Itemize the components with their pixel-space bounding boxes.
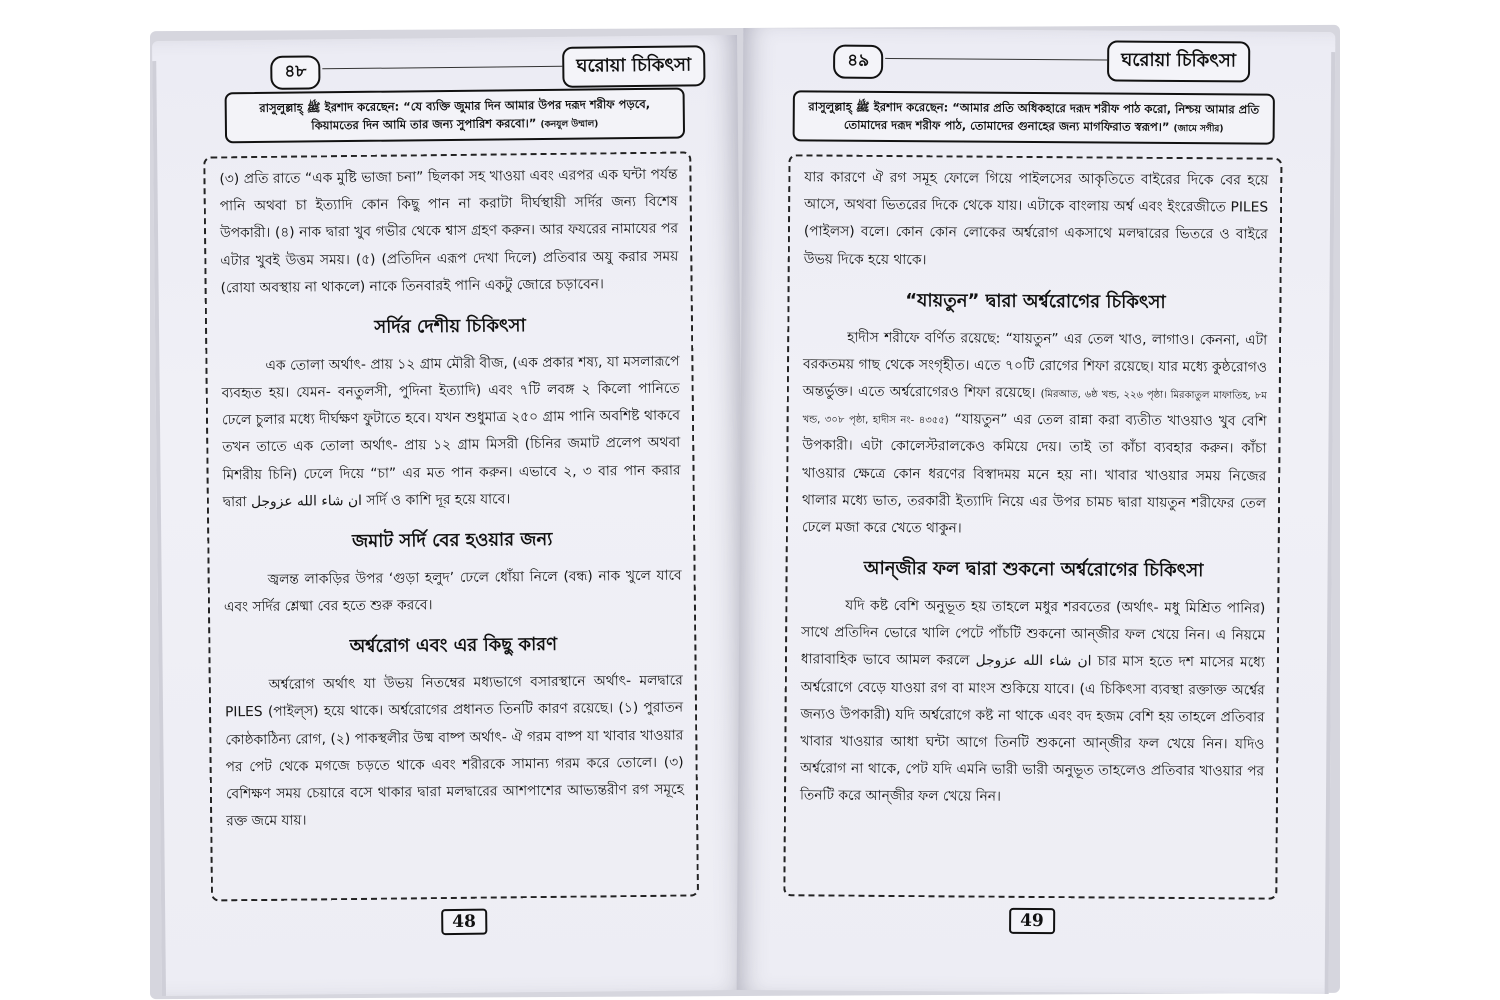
left-paragraph-1: (৩) প্রতি রাতে “এক মুষ্টি ভাজা চনা” ছিলকা সহ খাওয়া এবং এরপর এক ঘন্টা পর্যন্ত পানি অথবা চা ইত্যাদি কোন কিছু পান না করাটা দীর্ঘস্থায়ী সর্দির জন্য বিশেষ উপকারী। (৪) নাক দ্বারা খুব গভীর থেকে শ্বাস গ্রহণ করুন। আর ফযরের নামাযের পর এটার খুবই উত্তম সময়। (৫) (প্রতিদিন এরূপ দেখা দিলে) প্রতিবার অযু করার সময় (রোযা অবস্থায় না থাকলে) নাকে তিনবারই পানি একটু জোরে চড়াবেন।	[219, 166, 679, 297]
left-paragraph-3: জ্বলন্ত লাকড়ির উপর ‘গুড়া হলুদ’ ঢেলে ধোঁয়া নিলে (বন্ধ) নাক খুলে যাবে এবং সর্দির শ্লেষ্মা বের হতে শুরু করবে।	[223, 567, 682, 616]
right-paragraph-2-text: হাদীস শরীফে বর্ণিত রয়েছে: “যায়তুন” এর তেল খাও, লাগাও। কেননা, এটা বরকতময় গাছ থেকে সংগৃহীত। এতে ৭০টি রোগের শিফা রয়েছে। যার মধ্যে কুষ্ঠরোগও অন্তর্ভুক্ত। এতে অর্শ্বরোগেরও শিফা রয়েছে।	[802, 329, 1268, 402]
right-header-page-number: ৪৯	[833, 45, 883, 79]
right-paragraph-3: যদি কষ্ট বেশি অনুভূত হয় তাহলে মধুর শরবতের (অর্থাৎ- মধু মিশ্রিত পানির) সাথে প্রতিদিন ভোরে খালি পেটে পাঁচটি শুকনো আন্‌জীর ফল খেয়ে নিন। এ নিয়মে ধারাবাহিক ভাবে আমল করলে ان شاء الله عزوجل চার মাস হতে দশ মাসের মধ্যে অর্শ্বরোগে বেড়ে যাওয়া রগ বা মাংস শুকিয়ে যাবে। (এ চিকিৎসা ব্যবস্থা রক্তাক্ত অর্শ্বের জন্যও উপকারী) যদি অর্শ্বরোগে কষ্ট না থাকে এবং বদ হজম বেশি হয় তাহলে প্রতিবার খাবার খাওয়ার আধা ঘন্টা আগে তিনটি শুকনো আন্‌জীর ফল খেয়ে নিন। যদিও অর্শ্বরোগ না থাকে, পেট যদি এমনি ভারী ভারী অনুভূত তাহলেও প্রতিবার খাওয়ার পর তিনটি করে আন্‌জীর ফল খেয়ে নিন।	[799, 597, 1266, 806]
left-hadith-source: (কনযুল উম্মাল)	[540, 119, 599, 131]
left-header-title: ঘরোয়া চিকিৎসা	[562, 45, 705, 87]
right-page	[737, 28, 1336, 994]
left-header-page-number: ৪৮	[270, 55, 320, 90]
right-hadith-text: রাসুলুল্লাহ্ ﷺ ইরশাদ করেছেন: “আমার প্রতি অধিকহারে দরূদ শরীফ পাঠ করো, নিশ্চয় আমার প্রতি তোমাদের দরূদ শরীফ পাঠ, তোমাদের গুনাহের জন্য মাগফিরাত স্বরূপ।”	[808, 99, 1260, 135]
left-paragraph-4: অর্শ্বরোগ অর্থাৎ যা উভয় নিতম্বের মধ্যভাগে বসারস্থানে অর্থাৎ- মলদ্বারে PILES (পাইল্স) হয়ে থাকে। অর্শ্বরোগের প্রধানত তিনটি কারণ রয়েছে। (১) পুরাতন কোষ্ঠকাঠিন্য রোগ, (২) পাকস্থলীর উষ্ম বাষ্প অর্থাৎ- ঐ গরম বাষ্প যা খাবার খাওয়ার পর পেট থেকে মগজে চড়তে থাকে এবং শরীরকে সামান্য গরম করে তোলে। (৩) বেশিক্ষণ সময় চেয়ারে বসে থাকার দ্বারা মলদ্বারের আশপাশের আভ্যন্তরীণ রগ সমূহে রক্ত জমে যায়।	[224, 672, 684, 830]
right-heading-1: “যায়তুন” দ্বারা অর্শ্বরোগের চিকিৎসা	[905, 289, 1166, 313]
left-hadith-box	[225, 88, 686, 144]
left-hadith-text: রাসুলুল্লাহ্ ﷺ ইরশাদ করেছেন: “যে ব্যক্তি জুমার দিন আমার উপর দরূদ শরীফ পড়বে, কিয়ামতের দিন আমি তার জন্য সুপারিশ করবো।”	[259, 96, 651, 133]
right-text-frame	[783, 154, 1282, 899]
left-heading-2: জমাট সর্দি বের হওয়ার জন্য	[351, 528, 553, 552]
right-paragraph-1: যার কারণে ঐ রগ সমূহ ফোলে গিয়ে পাইলসের আকৃতিতে বাইরের দিকে বের হয়ে আসে, অথবা ভিতরের দিকে থেকে যায়। এটাকে বাংলায় অর্শ্ব এবং ইংরেজীতে PILES (পাইলস) বলে। কোন কোন লোকের অর্শ্বরোগ একসাথে মলদ্বারের ভিতরে ও বাইরে উভয় দিকে হয়ে থাকে।	[803, 169, 1269, 268]
right-hadith-source: (জামে সগীর)	[1173, 124, 1224, 135]
left-heading-3: অর্শ্বরোগ এবং এর কিছু কারণ	[349, 634, 558, 658]
right-header-title: ঘরোয়া চিকিৎসা	[1107, 40, 1250, 82]
right-heading-2: আন্‌জীর ফল দ্বারা শুকনো অর্শ্বরোগের চিকিৎসা	[863, 557, 1204, 582]
right-paragraph-2-reference: (মিরআত, ৬ষ্ঠ খন্ড, ২২৬ পৃষ্ঠা। মিরকাতুল মাফাতিহ, ৮ম খন্ড, ৩০৮ পৃষ্ঠা, হাদীস নং- ৪৩৫৫)	[802, 389, 1267, 427]
right-footer-page-number: 49	[1009, 908, 1055, 934]
right-header-rule	[885, 58, 1107, 61]
left-page	[152, 35, 747, 996]
right-paragraph-2	[802, 324, 1268, 545]
left-header-rule	[322, 66, 562, 70]
left-text-frame	[203, 151, 699, 901]
left-heading-1: সর্দির দেশীয় চিকিৎসা	[374, 315, 526, 338]
left-paragraph-2: এক তোলা অর্থাৎ- প্রায় ১২ গ্রাম মৌরী বীজ, (এক প্রকার শষ্য, যা মসলারূপে ব্যবহৃত হয়। যেমন- বনতুলসী, পুদিনা ইত্যাদি) এবং ৭টি লবঙ্গ ২ কিলো পানিতে ঢেলে চুলার মধ্যে দীর্ঘক্ষণ ফুটাতে হবে। যখন শুধুমাত্র ২৫০ গ্রাম পানি অবশিষ্ট থাকবে তখন তাতে এক তোলা অর্থাৎ- প্রায় ১২ গ্রাম মিসরী (চিনির জমাট প্রলেপ অথবা মিশরীয় চিনি) ঢেলে দিয়ে “চা” এর মত পান করুন। এভাবে ২, ৩ বার পান করার দ্বারা ان شاء الله عزوجل সর্দি ও কাশি দূর হয়ে যাবে।	[221, 353, 681, 511]
right-paragraph-2b-text: “যায়তুন” এর তেল রান্না করা ব্যতীত খাওয়াও খুব বেশি উপকারী। এটা কোলেস্টরালকেও কমিয়ে দেয়। তাই তা কাঁচা ব্যবহার করুন। কাঁচা খাওয়ার ক্ষেত্রে কোন ধরণের বিস্বাদময় মনে হয় না। খাবার খাওয়ার সময় নিজের থালার মধ্যে ভাত, তরকারী ইত্যাদি নিয়ে এর উপর চামচ দ্বারা যায়তুন শরীফের তেল ঢেলে মজা করে খেতে থাকুন।	[801, 411, 1267, 537]
left-footer-page-number: 48	[441, 909, 487, 935]
right-hadith-box	[793, 90, 1275, 144]
